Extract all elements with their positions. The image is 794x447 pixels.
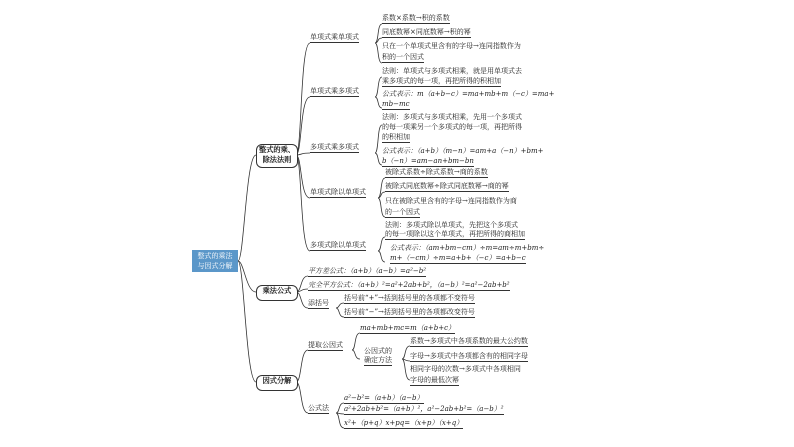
leaf-single-letter-line1: 只在一个单项式里含有的字母→连同指数作为 xyxy=(382,42,521,50)
square-difference-formula: 平方差公式：（a+b）（a−b）=a²−b² xyxy=(308,267,427,275)
branch-factorization xyxy=(256,375,298,391)
node-poly-times-poly: 多项式乘多项式 xyxy=(310,143,359,151)
formula-mono-poly-line1: 公式表示：m（a+b−c）=ma+mb+m（−c）=ma+ xyxy=(382,90,555,98)
node-extract-common-factor: 提取公因式 xyxy=(308,341,343,349)
rule-mono-poly-line2: 乘多项式的每一项，再把所得的积相加 xyxy=(382,77,501,85)
branch-mul-div-line2: 除法法则 xyxy=(262,155,292,164)
branch-multiplication-formulas xyxy=(256,285,298,301)
node-formula-method: 公式法 xyxy=(308,404,329,412)
leaf-div-same-base: 被除式同底数幂÷除式同底数幂→商的幂 xyxy=(385,182,509,190)
node-poly-div-mono: 多项式除以单项式 xyxy=(310,241,366,249)
formula-poly-div-line1: 公式表示：（am+bm−cm）÷m=am÷m+bm÷ xyxy=(390,244,545,252)
rule-poly-div-line1: 法则：多项式除以单项式，先把这个多项式 xyxy=(385,221,518,229)
formula-poly-div-line2: m+（−cm）÷m=a+b+（−c）=a+b−c xyxy=(390,254,526,262)
branch-mul-div-rules xyxy=(256,144,298,168)
leaf-coef: 系数×系数→积的系数 xyxy=(382,14,450,22)
leaf-div-single-letter-line2: 的一个因式 xyxy=(385,208,420,216)
leaf-div-coef: 被除式系数÷除式系数→商的系数 xyxy=(385,168,488,176)
leaf-single-letter-line2: 积的一个因式 xyxy=(382,53,424,61)
node-add-parentheses: 添括号 xyxy=(308,299,329,307)
root-node xyxy=(192,250,238,272)
method-exponent-line1: 相同字母的次数→多项式中各项相同 xyxy=(410,365,521,373)
formula-poly-poly-line2: b（−n）=am−an+bm−bn xyxy=(382,157,474,165)
leaf-same-base: 同底数幂×同底数幂→积的幂 xyxy=(382,28,471,36)
formula-diff-squares: a²−b²=（a+b）（a−b） xyxy=(344,394,424,402)
common-factor-method-line2: 确定方法 xyxy=(364,356,392,364)
rule-poly-poly-line3: 的积相加 xyxy=(382,133,410,141)
method-letter: 字母→多项式中各项都含有的相同字母 xyxy=(410,352,528,360)
rule-poly-poly-line2: 的每一项乘另一个多项式的每一项，再把所得 xyxy=(382,123,522,131)
common-factor-example: ma+mb+mc=m（a+b+c） xyxy=(360,324,456,332)
paren-minus-rule: 括号前“−”→括到括号里的各项都改变符号 xyxy=(344,308,475,316)
rule-poly-div-line2: 的每一项除以这个单项式，再把所得的商相加 xyxy=(385,230,525,238)
paren-plus-rule: 括号前“+”→括到括号里的各项都不变符号 xyxy=(344,294,475,302)
method-exponent-line2: 字母的最低次幂 xyxy=(410,376,459,384)
leaf-div-single-letter-line1: 只在被除式里含有的字母→连同指数作为商 xyxy=(385,197,517,205)
formula-cross-multiplication: x²+（p+q）x+pq=（x+p）（x+q） xyxy=(344,419,464,427)
perfect-square-formula: 完全平方公式：（a+b）²=a²+2ab+b²，（a−b）²=a²−2ab+b² xyxy=(308,281,510,289)
branch-formulas-label: 乘法公式 xyxy=(262,286,292,295)
node-mono-times-poly: 单项式乘多项式 xyxy=(310,87,359,95)
rule-poly-poly-line1: 法则：多项式与多项式相乘，先用一个多项式 xyxy=(382,113,522,121)
node-mono-times-mono: 单项式乘单项式 xyxy=(310,33,359,41)
formula-poly-poly-line1: 公式表示：（a+b）（m−n）=am+a（−n）+bm+ xyxy=(382,147,544,155)
common-factor-method-line1: 公因式的 xyxy=(364,347,392,355)
formula-perfect-squares: a²+2ab+b²=（a+b）²，a²−2ab+b²=（a−b）² xyxy=(344,405,504,413)
branch-mul-div-line1: 整式的乘、 xyxy=(259,145,295,154)
node-mono-div-mono: 单项式除以单项式 xyxy=(310,188,366,196)
root-title-line1: 整式的乘法 xyxy=(197,252,233,260)
formula-mono-poly-line2: mb−mc xyxy=(382,100,410,108)
root-title-line2: 与因式分解 xyxy=(197,262,233,270)
method-coefficient: 系数→多项式中各项系数的最大公约数 xyxy=(410,337,528,345)
branch-factorization-label: 因式分解 xyxy=(262,376,292,385)
rule-mono-poly-line1: 法则：单项式与多项式相乘，就是用单项式去 xyxy=(382,67,522,75)
